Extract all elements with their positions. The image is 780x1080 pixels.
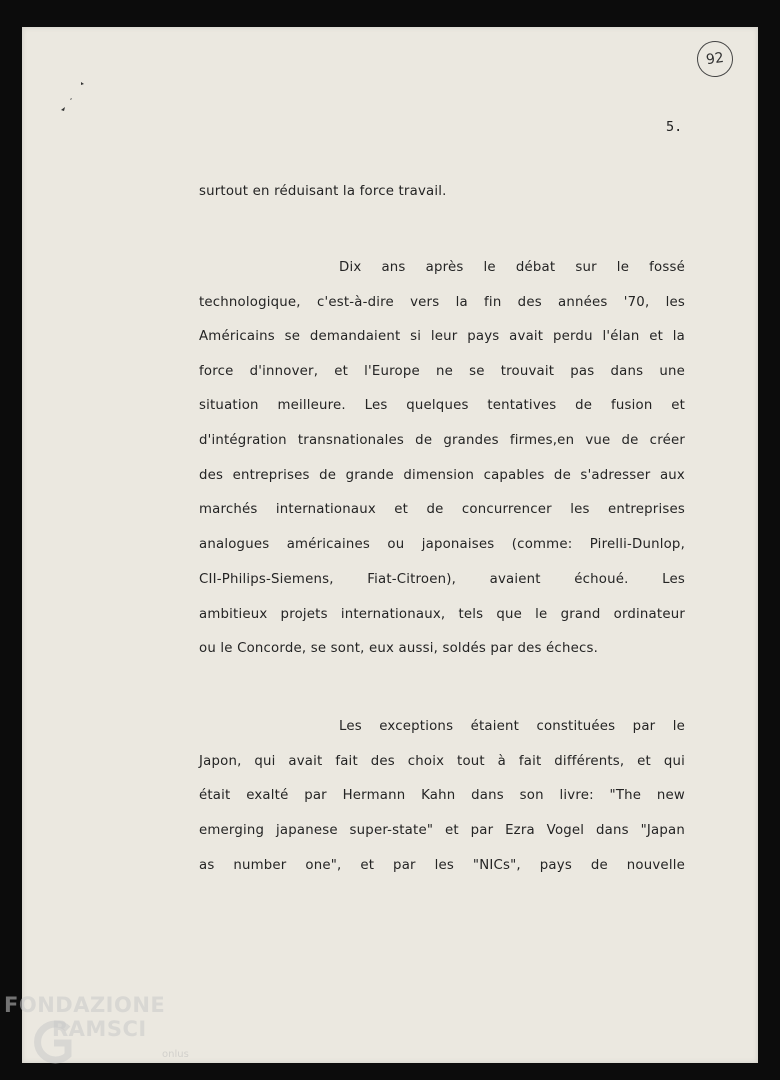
text-line: d'intégration transnationales de grandes firmes,en vue de créer [199, 433, 685, 448]
text-line: situation meilleure. Les quelques tentatives de fusion et [199, 398, 685, 413]
document-page [22, 27, 758, 1063]
text-line: Japon, qui avait fait des choix tout à fait différents, et qui [199, 754, 685, 769]
text-line: technologique, c'est-à-dire vers la fin des années '70, les [199, 295, 685, 310]
text-line: force d'innover, et l'Europe ne se trouvait pas dans une [199, 364, 685, 379]
text-line: ambitieux projets internationaux, tels que le grand ordinateur [199, 607, 685, 622]
paper-specks [57, 77, 87, 117]
text-line: surtout en réduisant la force travail. [199, 184, 447, 199]
text-line: CII-Philips-Siemens, Fiat-Citroen), avaient échoué. Les [199, 572, 685, 587]
archive-stamp: 92 [695, 39, 736, 80]
text-line: Américains se demandaient si leur pays avait perdu l'élan et la [199, 329, 685, 344]
watermark-line2: RAMSCI [52, 1017, 147, 1041]
watermark-suffix: onlus [162, 1049, 189, 1060]
text-line: emerging japanese super-state" et par Ezra Vogel dans "Japan [199, 823, 685, 838]
text-line: as number one", et par les "NICs", pays de nouvelle [199, 858, 685, 873]
fondazione-gramsci-watermark [4, 993, 204, 1077]
text-line: ou le Concorde, se sont, eux aussi, soldés par des échecs. [199, 641, 599, 656]
text-line: était exalté par Hermann Kahn dans son livre: "The new [199, 788, 685, 803]
text-line: des entreprises de grande dimension capables de s'adresser aux [199, 468, 685, 483]
text-line: marchés internationaux et de concurrencer les entreprises [199, 502, 685, 517]
page-number: 5. [666, 119, 683, 135]
text-line: Dix ans après le débat sur le fossé [339, 260, 685, 275]
text-line: Les exceptions étaient constituées par le [339, 719, 685, 734]
text-line: analogues américaines ou japonaises (comme: Pirelli-Dunlop, [199, 537, 685, 552]
watermark-line1: FONDAZIONE [4, 993, 166, 1017]
